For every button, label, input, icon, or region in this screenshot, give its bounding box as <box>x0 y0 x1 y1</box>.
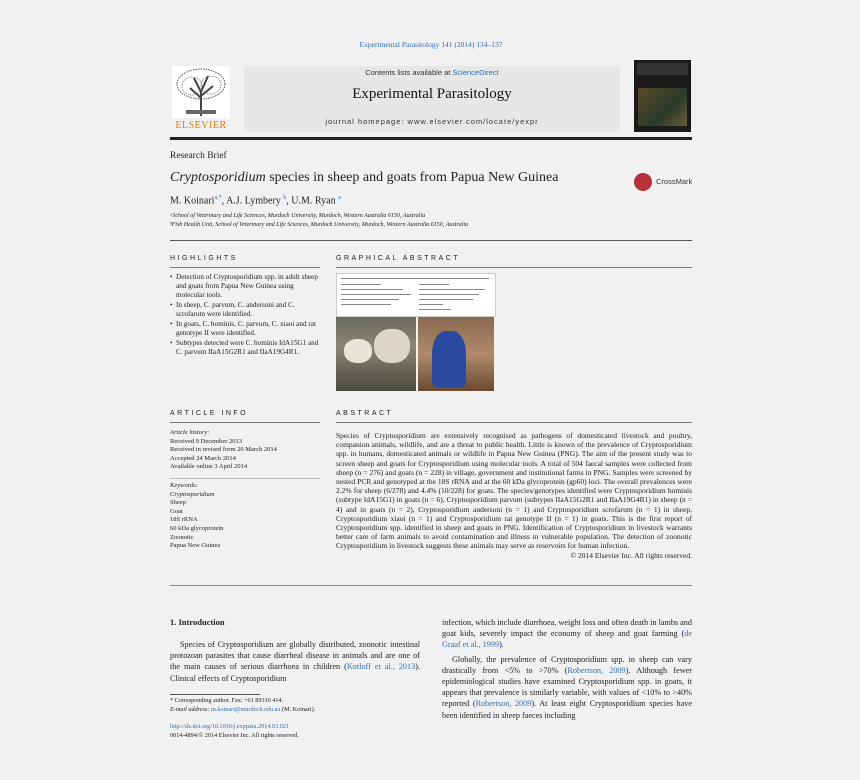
intro-right-p2: Globally, the prevalence of Cryptosporidium spp. in sheep can vary drastically from <5% to >70% (Robertson, 2009). Although fewer epidemiological studies have examined Cryptosporidium spp. in goats, it appears that prevalence is similarly variable, with values of <10% to >40% reported (Robertson, 2009). At least eight Cryptosporidium species have been identified in sheep faeces including <box>442 654 692 720</box>
highlights-list <box>170 273 320 358</box>
history-item: Received 9 December 2013 <box>170 437 243 445</box>
ga-text-line <box>419 299 473 300</box>
keywords-label: Keywords: <box>170 482 198 489</box>
journal-reference[interactable]: Experimental Parasitology 141 (2014) 134–137 <box>359 40 503 49</box>
journal-banner <box>244 66 620 132</box>
graphical-abstract-text-panel <box>336 273 496 317</box>
ga-text-line <box>341 284 381 285</box>
graphical-abstract-figure[interactable] <box>336 273 494 393</box>
graphical-abstract-heading: GRAPHICAL ABSTRACT <box>336 255 461 262</box>
intro-right-p1: infection, which include diarrhoea, weight loss and often death in lambs and goat kids, severely impact the economy of sheep and goat farming (de Graaf et al., 1999). <box>442 618 692 650</box>
abstract-copyright: © 2014 Elsevier Inc. All rights reserved. <box>570 550 692 560</box>
author-affiliation-mark[interactable]: b <box>283 195 287 201</box>
ga-text-line <box>419 284 449 285</box>
elsevier-logo-text: ELSEVIER <box>175 120 227 131</box>
abstract-text: Species of Cryptosporidium are extensively recognised as pathogens of domesticated livestock and poultry, companion animals, wildlife, and are a threat to public health. Little is known of the prevalence of Cryptosporidium spp. in humans, domesticated animals or wildlife in Papua New Guinea (PNG). The aim of the present study was to screen sheep and goats for Cryptosporidium using molecular tools. A total of 504 faecal samples were collected from sheep (n = 276) and goats (n = 228) in village, government and institutional farms in PNG. Samples were screened by nested PCR and genotyped at the 18S rRNA and at the 60 kDa glycoprotein (gp60) loci. The overall prevalences were 2.2% for sheep (6/278) and 4.4% (10/228) for goats. The species/genotypes identified were Cryptosporidium hominis (subtype IdA15G1) in goats (n = 6), Cryptosporidium parvum (subtypes IIaA15G2R1 and IIaA19G4R1) in sheep (n = 4) and in goats (n = 2), Cryptosporidium andersoni (n = 1) and Cryptosporidium scrofarum (n = 1) in sheep, Cryptosporidium xiaoi (n = 1) and Cryptosporidium rat genotype II (n = 1) in goats. This is the first report of Cryptosporidium spp. identified in sheep and goats in PNG. Identification of Cryptosporidium in livestock warrants better care of farm animals to avoid contamination and illness in vulnerable population. The detection of zoonotic Cryptosporidium in livestock suggests these animals may serve as reservoirs for human infection. <box>336 431 692 551</box>
email-link[interactable]: m.koinari@murdoch.edu.au <box>211 705 281 713</box>
email-line: E-mail address: m.koinari@murdoch.edu.au (M. Koinari). <box>170 705 316 713</box>
sciencedirect-link[interactable]: ScienceDirect <box>452 68 499 77</box>
keywords <box>170 482 320 551</box>
ga-text-line <box>419 304 443 305</box>
highlight-item: • In sheep, C. parvum, C. andersoni and C. scrofarum were identified. <box>170 301 320 319</box>
article-type: Research Brief <box>170 151 227 161</box>
elsevier-logo[interactable] <box>170 66 232 132</box>
intro-paragraph-left <box>170 639 420 684</box>
abstract-end-rule <box>170 585 692 586</box>
abstract-body <box>336 431 692 560</box>
author-affiliation-mark[interactable]: a <box>338 195 341 201</box>
article-info-rule <box>170 422 320 423</box>
author-affiliation-mark[interactable]: a,* <box>214 195 222 201</box>
crossmark-icon <box>634 173 652 191</box>
abstract-heading: ABSTRACT <box>336 410 394 417</box>
contents-prefix: Contents lists available at <box>365 68 453 77</box>
crossmark-badge[interactable] <box>634 173 692 191</box>
journal-cover-thumbnail[interactable] <box>634 60 691 132</box>
intro-left-text: Species of Cryptosporidium are globally distributed, zoonotic intestinal protozoan parasites that cause diarrheal disease in animals and are one of the main causes of serious diarrhoea in children ( <box>170 640 420 672</box>
child-with-goat-photo <box>418 317 494 391</box>
masthead-rule <box>170 137 692 140</box>
article-history <box>170 429 320 472</box>
contents-line <box>244 68 620 77</box>
footnote-rule <box>170 694 260 695</box>
author-name[interactable]: A.J. Lymbery <box>226 195 281 207</box>
highlight-item: • Detection of Cryptosporidium spp. in adult sheep and goats from Papua New Guinea using molecular tools. <box>170 273 320 300</box>
author-name[interactable]: M. Koinari <box>170 195 215 207</box>
intro-left-after: ). Clinical effects of Cryptosporidium <box>170 662 420 683</box>
doi-link[interactable]: http://dx.doi.org/10.1016/j.exppara.2014.03.021 <box>170 723 289 730</box>
elsevier-tree-icon <box>172 66 230 118</box>
article-info-heading: ARTICLE INFO <box>170 410 249 417</box>
abstract-rule <box>336 422 692 423</box>
highlight-item: • In goats, C. hominis, C. parvum, C. xiaoi and rat genotype II were identified. <box>170 320 320 338</box>
issn-line: 0014-4894/© 2014 Elsevier Inc. All rights reserved. <box>170 731 299 739</box>
citation-link[interactable]: Robertson, 2009 <box>475 699 532 709</box>
ga-text-line <box>341 289 403 290</box>
ga-text-line <box>341 304 391 305</box>
author-list: M. Koinari$^{a,*}$, A.J. Lymbery $^b$, U.M. Ryan $^a$ <box>170 195 341 207</box>
ga-text-line <box>419 289 485 290</box>
sheep-photo <box>336 317 416 391</box>
journal-homepage[interactable]: journal homepage: www.elsevier.com/locate/yexpr <box>325 117 539 126</box>
affiliation-b: ᵇFish Health Unit, School of Veterinary and Life Sciences, Murdoch University, Murdoch, Western Australia 6150, Australia <box>170 222 469 228</box>
cover-band <box>637 63 688 75</box>
highlights-rule <box>170 267 320 268</box>
citation-link[interactable]: Kotloff et al., 2013 <box>346 662 416 672</box>
affiliation-a: ᵃSchool of Veterinary and Life Sciences, Murdoch University, Murdoch, Western Australia 6150, Australia <box>170 213 426 219</box>
ga-text-line <box>341 278 489 279</box>
ga-text-line <box>341 299 399 300</box>
keyword-item: Sheep <box>170 499 186 507</box>
intro-heading: 1. Introduction <box>170 617 225 627</box>
highlight-item: • Subtypes detected were C. hominis IdA15G1 and C. parvum IIaA15G2R1 and IIaA19G4R1. <box>170 339 320 357</box>
masthead <box>170 60 692 135</box>
affiliation-rule <box>170 240 692 241</box>
author-name[interactable]: U.M. Ryan <box>291 195 336 207</box>
intro-paragraph-right <box>442 617 692 721</box>
article-page <box>170 30 692 760</box>
doi-block <box>170 723 470 740</box>
keyword-item: Cryptosporidium <box>170 490 215 498</box>
footnote <box>170 697 420 714</box>
graphical-abstract-rule <box>336 267 692 268</box>
keywords-rule <box>170 478 320 479</box>
title-rest: species in sheep and goats from Papua New Guinea <box>265 170 559 185</box>
citation-link[interactable]: de Graaf et al., 1999 <box>442 629 692 650</box>
ga-text-line <box>341 294 411 295</box>
person-shape <box>432 331 466 387</box>
keyword-item: 60 kDa glycoprotein <box>170 524 224 532</box>
crossmark-label: CrossMark <box>656 177 693 186</box>
history-item: Available online 3 April 2014 <box>170 463 248 471</box>
citation-link[interactable]: Robertson, 2009 <box>567 665 626 675</box>
keyword-item: Zoonotic <box>170 533 194 541</box>
keyword-item: Goat <box>170 507 183 515</box>
highlights-heading: HIGHLIGHTS <box>170 255 238 262</box>
sheep-shape <box>374 329 410 363</box>
journal-title: Experimental Parasitology <box>352 86 512 102</box>
keyword-item: 18S rRNA <box>170 516 198 524</box>
history-item: Accepted 24 March 2014 <box>170 454 236 462</box>
ga-text-line <box>419 294 479 295</box>
history-item: Received in revised form 20 March 2014 <box>170 446 277 454</box>
title-genus: Cryptosporidium <box>170 170 266 185</box>
sheep-shape <box>344 339 372 363</box>
article-title <box>170 170 558 186</box>
article-history-label: Article history: <box>170 429 210 436</box>
ga-text-line <box>419 309 451 310</box>
corresponding-author: * Corresponding author. Fax: +61 89310 414. <box>170 697 284 704</box>
cover-image <box>638 88 687 126</box>
keyword-item: Papua New Guinea <box>170 542 221 550</box>
